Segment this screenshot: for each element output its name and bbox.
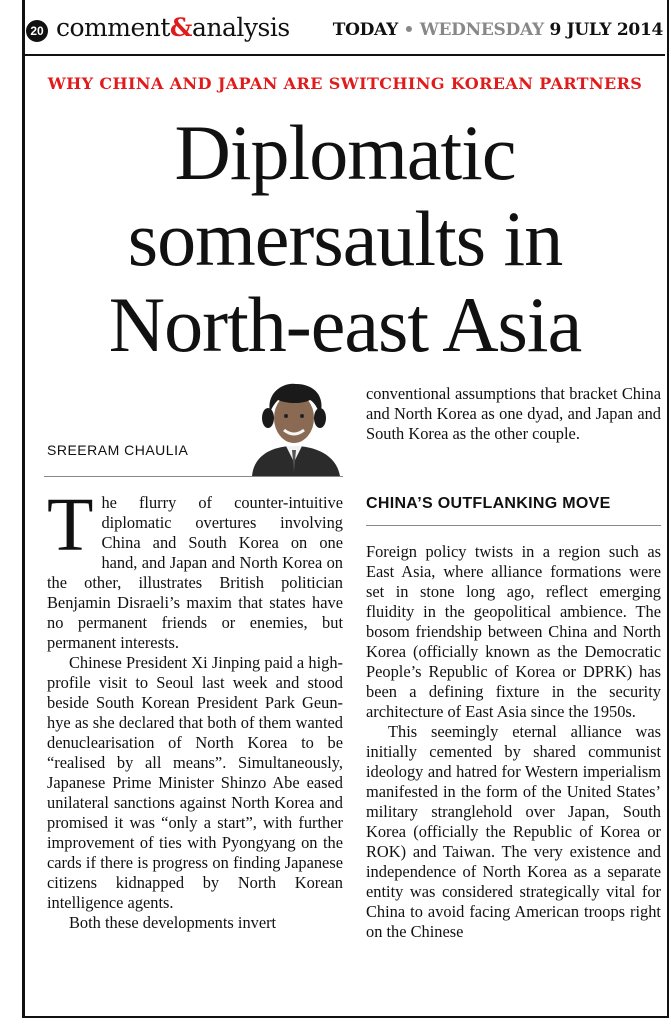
subheading-rule [366,525,661,526]
page-bottom-rule [22,1016,669,1018]
article-column-right-top [366,384,661,444]
date-separator: • [397,20,420,40]
byline-rule [44,476,343,477]
drop-cap: T [47,483,94,567]
page-number-badge [26,20,48,42]
paragraph: Both these developments invert [69,913,277,932]
paragraph: Foreign policy twists in a region such as East Asia, where alliance formations were set in stone long ago, reflect emerging fluidity in the geopolitical ambience. The bosom friendship between China and North Korea (officially known as the Democratic People’s Republic of Korea or DPRK) has been a defining fixture in the security architecture of East Asia since the 1950s. [366,542,661,721]
subheading: CHINA’S OUTFLANKING MOVE [366,495,611,512]
paragraph [47,483,343,653]
date-line [333,20,663,40]
paragraph-continued: conventional assumptions that bracket China and North Korea as one dyad, and Japan and South Korea as the other couple. [366,384,661,443]
section-title-part1: comment [56,13,170,42]
page-right-border [667,0,669,1018]
section-ampersand: & [169,13,192,42]
section-title [56,13,290,42]
article-column-left [47,483,343,933]
paragraph: Chinese President Xi Jinping paid a high-profile visit to Seoul last week and stood beside South Korean President Park Geun-hye as she declared that both of them wanted denuclearisation of North Korea to be “realised by all means”. Simultaneously, Japanese Prime Minister Shinzo Abe eased unilateral sanctions against North Korea and promised it was “only a start”, with further improvement of ties with Pyongyang on the cards if there is progress on finding Japanese citizens kidnapped by North Korean intelligence agents. [47,653,343,912]
page-number: 20 [30,24,44,38]
header-rule [25,54,665,56]
headline [25,110,665,368]
author-byline: SREERAM CHAULIA [47,442,189,458]
section-title-part2: analysis [192,13,290,42]
paragraph: This seemingly eternal alliance was initially cemented by shared communist ideology and hatred for Western imperialism manifested in the form of the United States’ military stranglehold over Japan, South Korea (officially the Republic of Korea or ROK) and Taiwan. The very existence and independence of North Korea as a separate entity was considered strategically vital for China to avoid facing American troops right on the Chinese [366,722,661,941]
headline-line: Diplomatic [174,109,516,196]
author-photo [244,382,344,476]
paragraph-text: he flurry of counter-intuitive diplomatic overtures involving China and South Korea on one hand, and Japan and North Korea on the other, illustrates British politician Benjamin Disraeli’s maxim that states have no permanent friends or enemies, but permanent interests. [47,493,343,652]
strapline: WHY CHINA AND JAPAN ARE SWITCHING KOREAN PARTNERS [47,74,643,93]
headline-line: somersaults in [127,195,563,282]
date: 9 JULY 2014 [543,20,663,40]
article-column-right [366,542,661,942]
headline-line: North-east Asia [108,281,582,368]
paper-name: TODAY [332,20,398,40]
weekday: WEDNESDAY [419,20,544,40]
